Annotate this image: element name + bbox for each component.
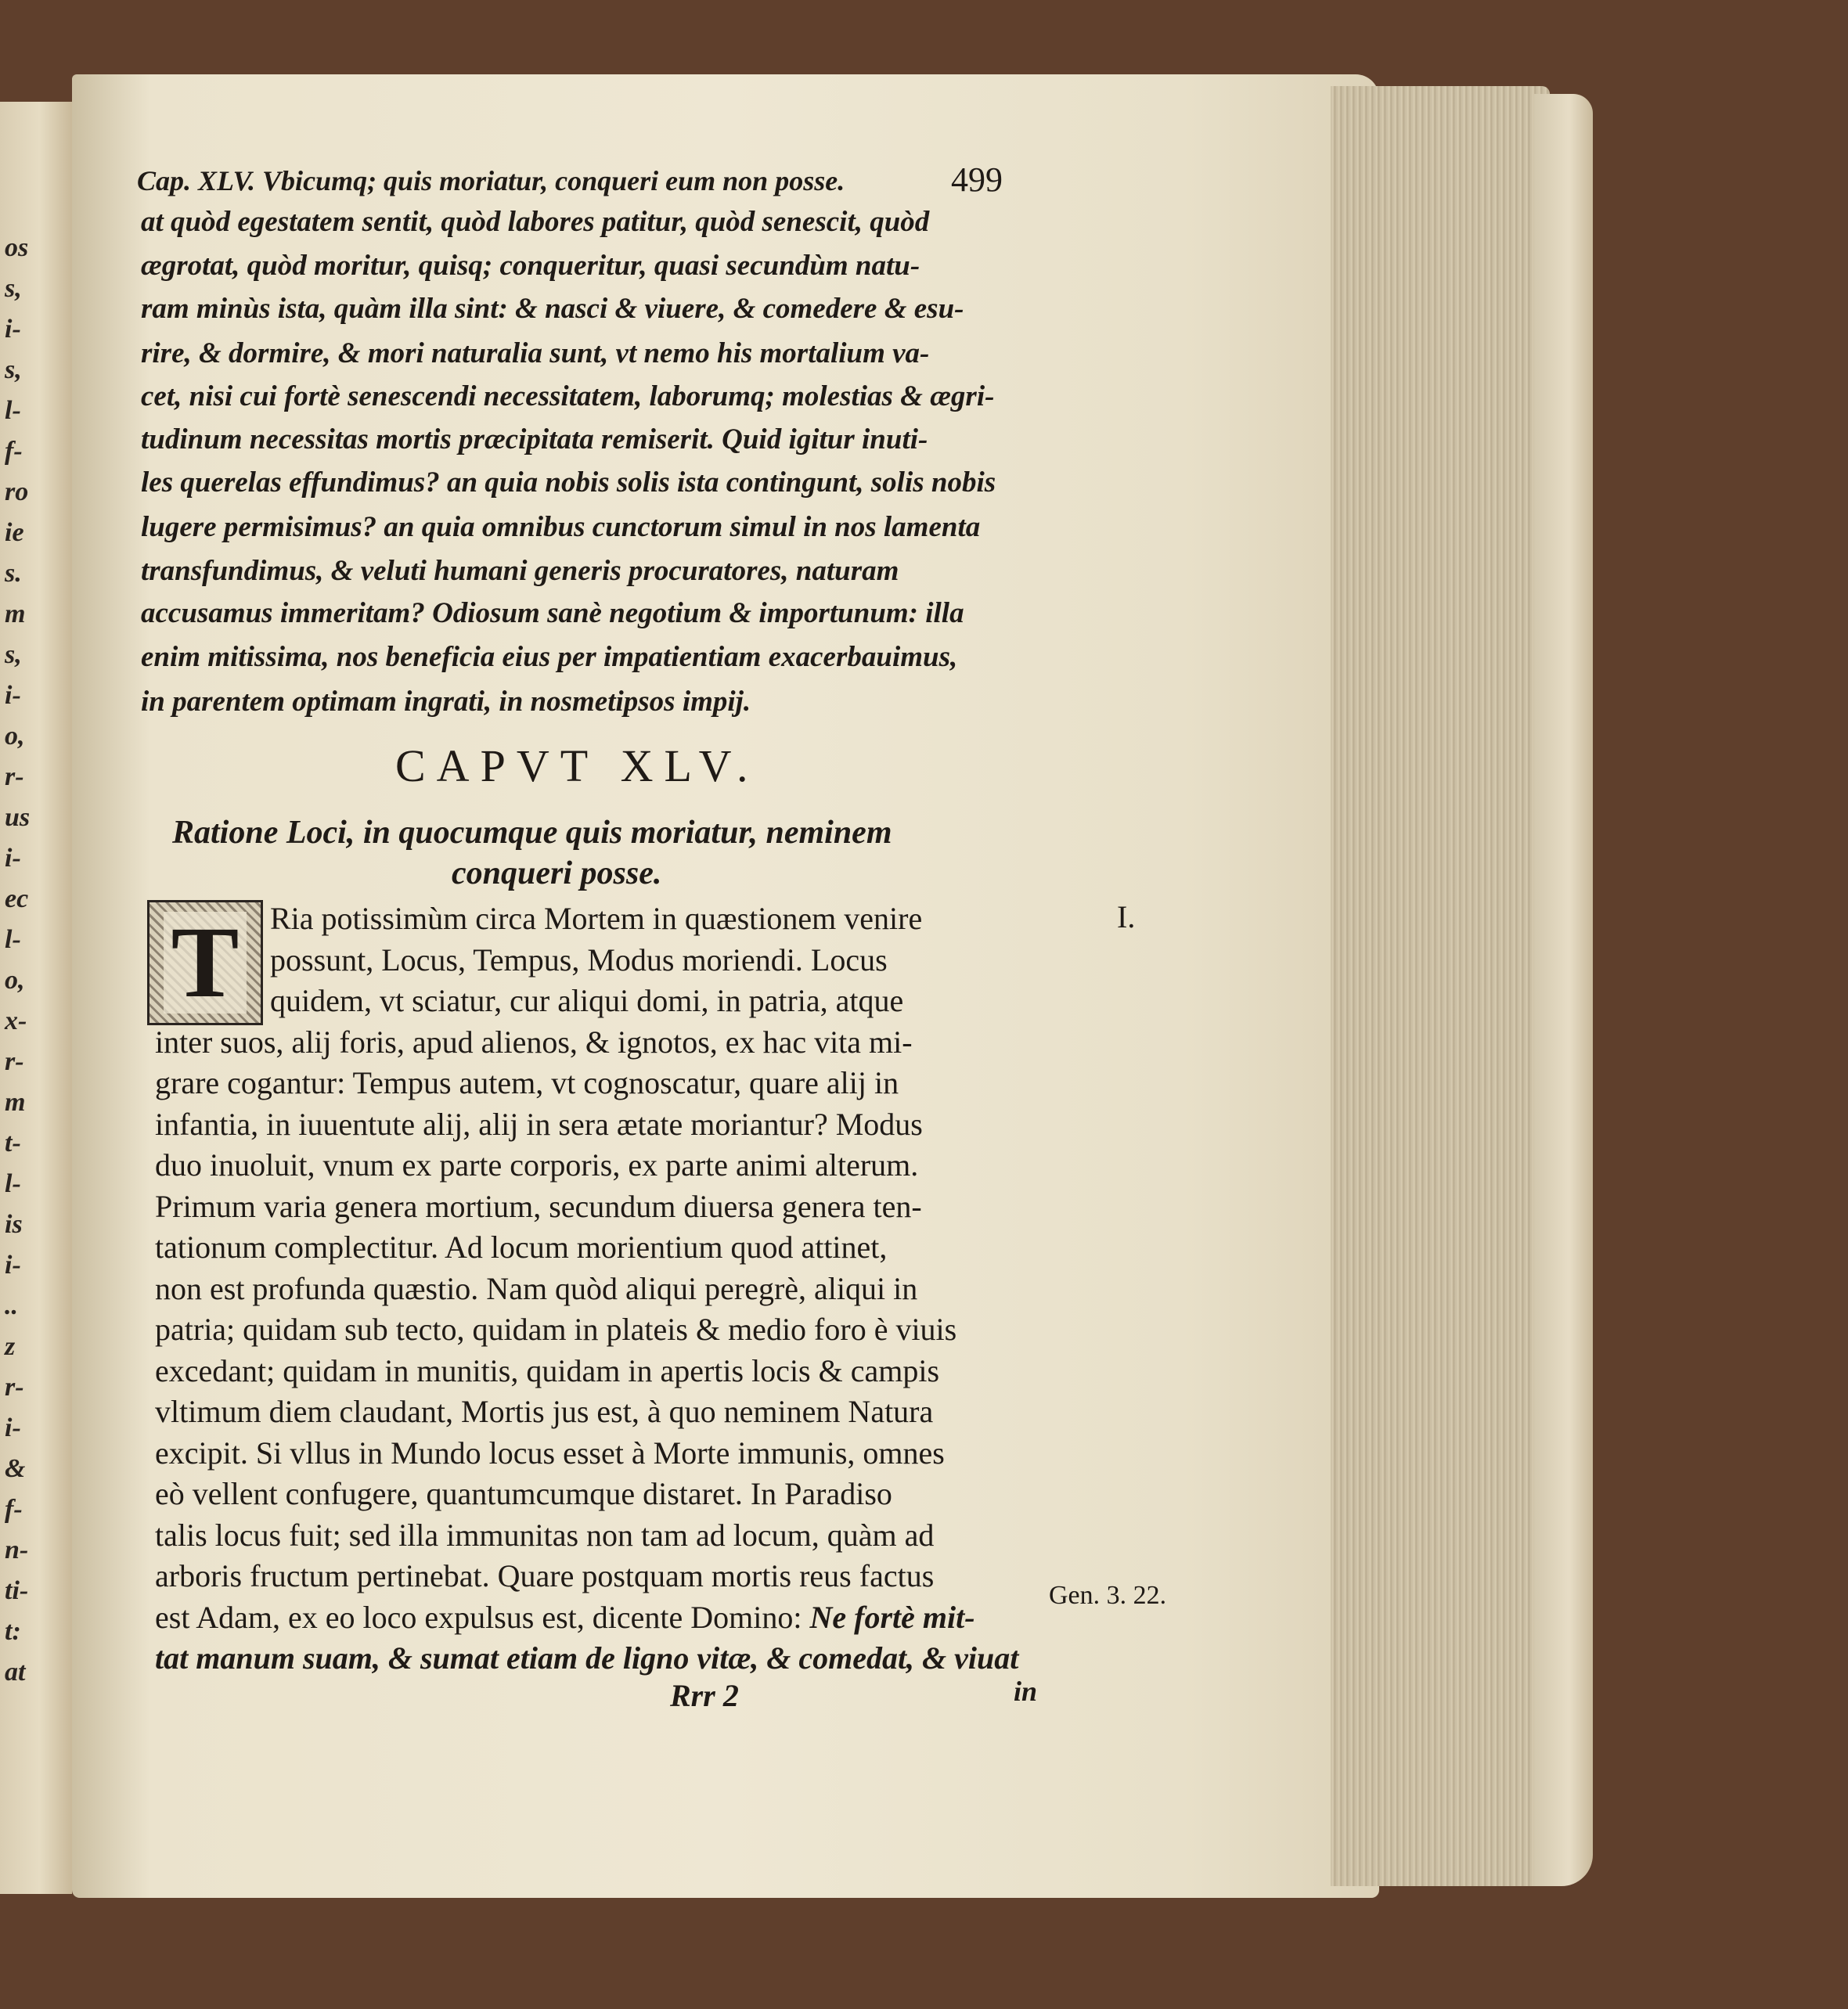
left-page-fragment: t: [5,1617,21,1646]
intro-line: in parentem optimam ingrati, in nosmetipsos impij. [141,686,751,718]
drop-cap-letter: T [164,912,247,1014]
running-head [137,160,1003,199]
body-line: grare cogantur: Tempus autem, vt cognoscatur, quare alij in [155,1065,899,1100]
left-page-fragment: f- [5,437,23,466]
body-line: Primum varia genera mortium, secundum diuersa genera ten- [155,1189,922,1224]
left-page-fragment: l- [5,1169,21,1198]
left-page-fragment: s, [5,355,22,384]
left-page-fragment: z [5,1332,16,1361]
body-line: infantia, in iuuentute alij, alij in sera ætate moriantur? Modus [155,1107,923,1142]
left-page-fragment: ti- [5,1576,29,1605]
body-line: vltimum diem claudant, Mortis jus est, à quo neminem Natura [155,1394,934,1429]
chapter-subtitle-line-1: Ratione Loci, in quocumque quis moriatur, neminem [172,815,892,851]
intro-line: ægrotat, quòd moritur, quisq; conqueritur, quasi secundùm natu- [141,250,920,282]
left-page-fragment: & [5,1454,26,1483]
intro-line: at quòd egestatem sentit, quòd labores patitur, quòd senescit, quòd [141,206,930,238]
body-line: quidem, vt sciatur, cur aliqui domi, in patria, atque [270,983,904,1018]
body-line: possunt, Locus, Tempus, Modus moriendi. Locus [270,942,888,977]
margin-section-number: I. [1117,899,1136,934]
left-page-fragment: n- [5,1536,29,1564]
left-page-fragment: s. [5,559,22,588]
left-page-fragment: ec [5,884,29,913]
left-page-fragment: r- [5,1373,24,1402]
intro-line: ram minùs ista, quàm illa sint: & nasci & viuere, & comedere & esu- [141,293,964,325]
body-line: tat manum suam, & sumat etiam de ligno vitæ, & comedat, & viuat [155,1640,1019,1676]
body-line: tationum complectitur. Ad locum morientium quod attinet, [155,1230,888,1265]
left-page-fragment: m [5,599,26,628]
left-page-fragment: r- [5,762,24,791]
body-line: excedant; quidam in munitis, quidam in apertis locis & campis [155,1353,940,1388]
intro-line: transfundimus, & veluti humani generis procuratores, naturam [141,555,899,587]
chapter-title: CAPVT XLV. [395,740,759,791]
left-page-fragment: i- [5,681,21,710]
left-page-fragment: m [5,1088,26,1117]
body-line: duo inuoluit, vnum ex parte corporis, ex parte animi alterum. [155,1147,919,1183]
body-line: inter suos, alij foris, apud alienos, & ignotos, ex hac vita mi- [155,1024,913,1060]
intro-line: les querelas effundimus? an quia nobis solis ista contingunt, solis nobis [141,466,996,499]
body-line: excipit. Si vllus in Mundo locus esset à Morte immunis, omnes [155,1435,945,1471]
chapter-subtitle-line-2: conqueri posse. [452,855,662,891]
intro-line: accusamus immeritam? Odiosum sanè negotium & importunum: illa [141,597,964,629]
catchword: in [1014,1676,1038,1707]
body-line: talis locus fuit; sed illa immunitas non tam ad locum, quàm ad [155,1518,935,1553]
body-line: non est profunda quæstio. Nam quòd aliqui peregrè, aliqui in [155,1271,918,1306]
left-page-fragment: l- [5,925,21,954]
intro-line: rire, & dormire, & mori naturalia sunt, vt nemo his mortalium va- [141,337,930,369]
left-page-fragment: l- [5,396,21,425]
left-page-fragment: is [5,1210,23,1239]
left-page-fragment: at [5,1658,26,1687]
page-number: 499 [951,160,1003,199]
book-cover-edge [1534,94,1593,1886]
intro-line: enim mitissima, nos beneficia eius per impatientiam exacerbauimus, [141,641,958,673]
body-line-italic-quote: Ne fortè mit- [809,1600,975,1635]
left-page-fragment: s, [5,274,22,303]
left-page-fragment: .. [5,1291,18,1320]
left-page-fragment: o, [5,722,25,751]
body-line: eò vellent confugere, quantumcumque distaret. In Paradiso [155,1476,892,1511]
signature-mark: Rrr 2 [670,1678,739,1713]
decorative-drop-cap [147,900,263,1025]
intro-line: tudinum necessitas mortis præcipitata remiserit. Quid igitur inuti- [141,423,928,455]
left-page-fragment: i- [5,1413,21,1442]
left-page-fragment: us [5,803,31,832]
left-page-fragment: r- [5,1047,24,1076]
running-head-title: Cap. XLV. Vbicumq; quis moriatur, conqueri eum non posse. [137,165,845,196]
left-page-fragment: t- [5,1129,21,1158]
left-page-fragment: ro [5,477,29,506]
left-page-fragment: i- [5,315,21,344]
body-line [155,1599,975,1636]
page-fore-edge [1331,86,1550,1886]
body-line: patria; quidam sub tecto, quidam in plateis & medio foro è viuis [155,1312,957,1347]
body-line-text: est Adam, ex eo loco expulsus est, dicente Domino: [155,1600,802,1635]
left-page-fragment: x- [5,1006,27,1035]
intro-line: lugere permisimus? an quia omnibus cunctorum simul in nos lamenta [141,511,981,543]
body-line: arboris fructum pertinebat. Quare postquam mortis reus factus [155,1558,935,1593]
left-page-fragment: i- [5,1251,21,1280]
margin-reference: Gen. 3. 22. [1049,1581,1167,1610]
left-page-fragment: i- [5,844,21,873]
left-page-fragment: ie [5,518,24,547]
left-page-fragment: os [5,233,29,262]
left-page-fragment: s, [5,640,22,669]
left-page-fragment: f- [5,1495,23,1524]
body-line: Ria potissimùm circa Mortem in quæstionem venire [270,901,923,936]
intro-line: cet, nisi cui fortè senescendi necessitatem, laborumq; molestias & ægri- [141,380,995,412]
left-page-fragment: o, [5,966,25,995]
